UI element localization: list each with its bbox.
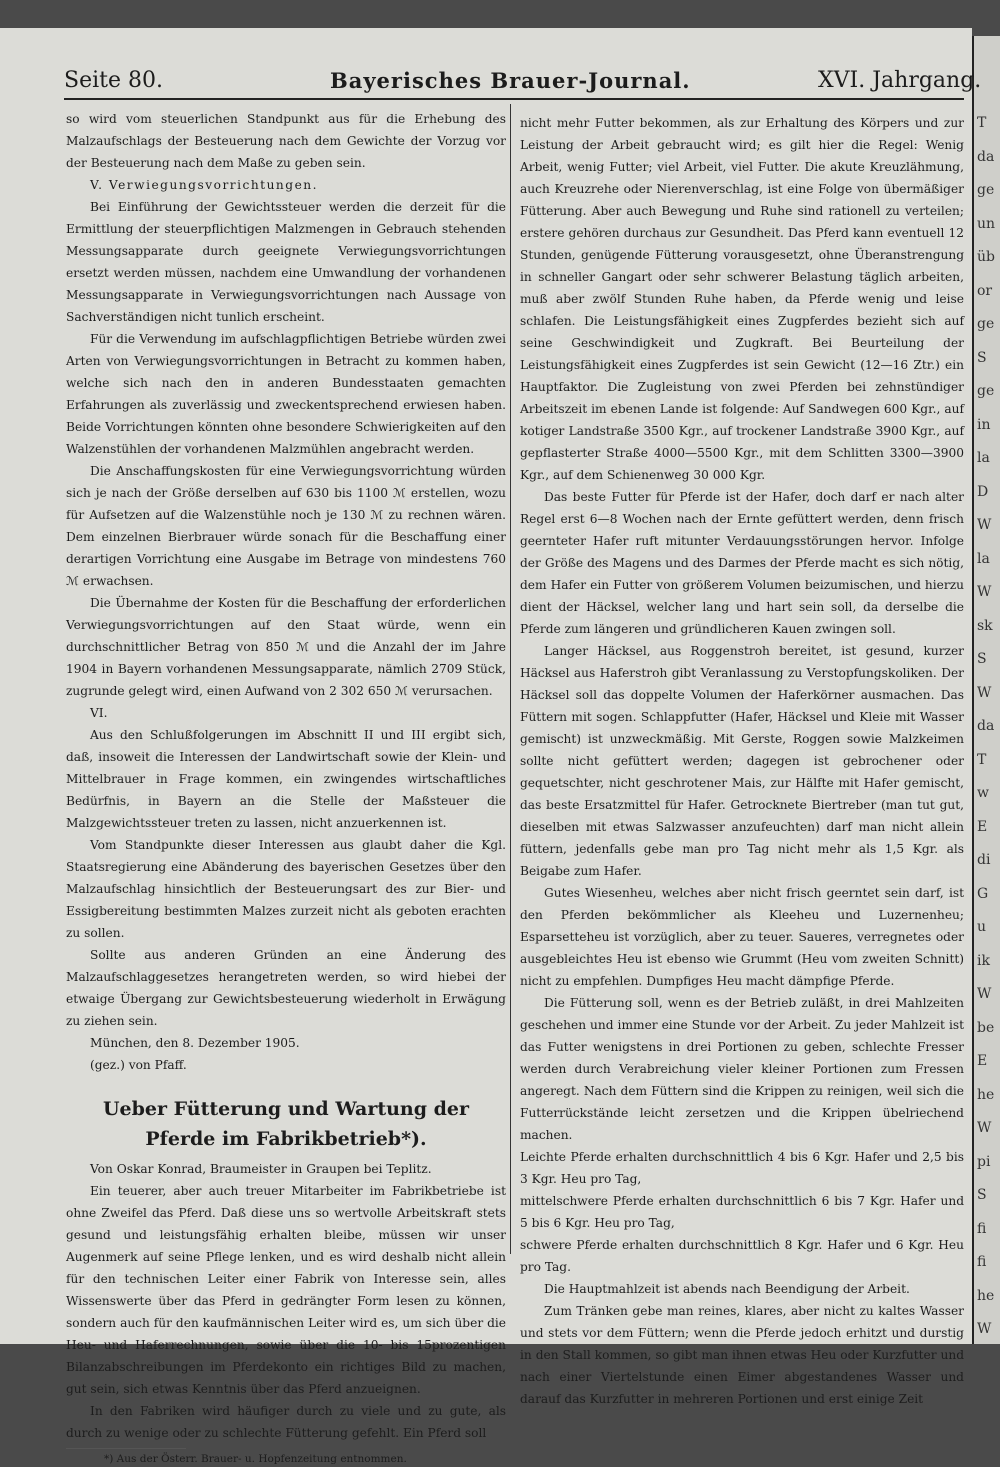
section-heading-6: VI. (90, 706, 108, 720)
edge-fragment: da (977, 718, 995, 735)
paragraph: Die Hauptmahlzeit ist abends nach Beendigung der Arbeit. (544, 1282, 910, 1296)
edge-fragment: W (977, 517, 992, 534)
signature: (gez.) von Pfaff. (90, 1058, 187, 1072)
edge-fragment: pi (977, 1153, 991, 1170)
edge-fragment: E (977, 1053, 988, 1070)
edge-fragment: D (977, 483, 989, 500)
paragraph: Für die Verwendung im aufschlagpflichtigen Betriebe würden zwei Arten von Verwiegungsvorrichtungen in Betracht zu kommen haben, welche sich nach den in anderen Bundesstaaten gemachten Erfahrungen als zuverlässig und zweckentsprechend erwiesen haben. Beide Vorrichtungen könnten ohne besondere Schwierigkeiten auf den Walzenstühlen der vorhandenen Malzmühlen angebracht werden. (66, 332, 506, 456)
edge-fragment: T (977, 115, 987, 131)
paragraph: Die Übernahme der Kosten für die Beschaffung der erforderlichen Verwiegungsvorrichtungen auf den Staat würde, wenn ein durchschnittlicher Betrag von 850 ℳ und die Anzahl der im Jahre 1904 in Bayern vorhandenen Messungsapparate, nämlich 2709 Stück, zugrunde gelegt wird, einen Aufwand von 2 302 650 ℳ verursachen. (66, 596, 506, 698)
edge-fragment: W (977, 1120, 992, 1137)
edge-fragment: W (977, 684, 992, 701)
article-title: Ueber Fütterung und Wartung der Pferde im Fabrikbetrieb*). (102, 1098, 470, 1150)
edge-fragment: fi (977, 1220, 987, 1237)
paragraph: Vom Standpunkte dieser Interessen aus glaubt daher die Kgl. Staatsregierung eine Abänderung des bayerischen Gesetzes über den Malzaufschlag hinsichtlich der Besteuerungsart des zur Bier- und Essigbereitung bestimmten Malzes zurzeit nicht als geboten erachten zu sollen. (66, 838, 506, 940)
edge-fragment: ge (977, 316, 995, 333)
paragraph: nicht mehr Futter bekommen, als zur Erhaltung des Körpers und zur Leistung der Arbeit gebraucht wird; es gilt hier die Regel: Wenig Arbeit, wenig Futter; viel Arbeit, viel Futter. Die akute Kreuzlähmung, auch Kreuzrehe oder Nierenverschlag, ist eine Folge von übermäßiger Fütterung. Aber auch Bewegung und Ruhe sind rationell zu verteilen; erstere gehören durchaus zur Gesundheit. Das Pferd kann eventuell 12 Stunden, genügende Fütterung vorausgesetzt, ohne Überanstrengung in schneller Gangart oder sehr schwerer Belastung täglich arbeiten, muß aber zwölf Stunden Ruhe haben, da Pferde wenig und leise schlafen. Die Leistungsfähigkeit eines Zugpferdes bezieht sich auf seine Geschwindigkeit und Zugkraft. Bei Beurteilung der Leistungsfähigkeit eines Zugpferdes ist sein Gewicht (12—16 Ztr.) ein Hauptfaktor. Die Zugleistung von zwei Pferden bei zehnstündiger Arbeitszeit im ebenen Lande ist folgende: Auf Sandwegen 600 Kgr., auf kotiger Landstraße 3500 Kgr., auf trockener Landstraße 3900 Kgr., auf gepflasterter Straße 4000—5500 Kgr., mit dem Schlitten 3300—3900 Kgr., auf dem Schienenweg 30 000 Kgr. (520, 116, 964, 482)
volume-label: XVI. Jahrgang. (818, 68, 982, 93)
paragraph: Bei Einführung der Gewichtssteuer werden die derzeit für die Ermittlung der steuerpflichtigen Malzmengen in Gebrauch stehenden Messungsapparate durch geeignete Verwiegungsvorrichtungen ersetzt werden müssen, nachdem eine Umwandlung der vorhandenen Messungsapparate in Verwiegungsvorrichtungen nach Aussage von Sachverständigen nicht tunlich erscheint. (66, 200, 506, 324)
edge-fragment: he (977, 1287, 995, 1304)
edge-fragment: fi (977, 1254, 987, 1271)
right-column (520, 112, 964, 1410)
edge-fragment: in (977, 416, 991, 433)
edge-fragment: he (977, 1086, 995, 1103)
adjacent-page-edge (972, 36, 1000, 1344)
edge-fragment: E (977, 818, 988, 835)
edge-fragment: W (977, 1321, 992, 1338)
paragraph: so wird vom steuerlichen Standpunkt aus für die Erhebung des Malzaufschlags der Besteuerung nach dem Gewichte der Vorzug vor der Besteuerung nach dem Maße zu geben sein. (66, 112, 506, 170)
paragraph: Die Anschaffungskosten für eine Verwiegungsvorrichtung würden sich je nach der Größe derselben auf 630 bis 1100 ℳ erstellen, wozu für Aufsetzen auf die Walzenstühle noch je 130 ℳ zu rechnen wären. Dem einzelnen Bierbrauer würde sonach für die Beschaffung einer derartigen Vorrichtung eine Ausgabe im Betrage von mindestens 760 ℳ erwachsen. (66, 464, 506, 588)
paragraph: Die Fütterung soll, wenn es der Betrieb zuläßt, in drei Mahlzeiten geschehen und immer eine Stunde vor der Arbeit. Zu jeder Mahlzeit ist das Futter wenigstens in drei Portionen zu geben, schlechte Fresser werden durch Verabreichung vieler kleiner Portionen zum Fressen angeregt. Nach dem Füttern sind die Krippen zu reinigen, weil sich die Futterrückstände leicht zersetzen und die Krippen übelriechend machen. (520, 996, 964, 1142)
edge-fragment: G (977, 885, 989, 902)
edge-fragment: u (977, 919, 987, 936)
edge-fragment: üb (977, 249, 995, 266)
paragraph: Ein teuerer, aber auch treuer Mitarbeiter im Fabrikbetriebe ist ohne Zweifel das Pferd. Daß diese uns so wertvolle Arbeitskraft stets gesund und leistungsfähig erhalten bleibe, müssen wir unser Augenmerk auf seine Pflege lenken, und es wird deshalb nicht allein für den technischen Leiter einer Fabrik von Interesse sein, alles Wissenswerte über das Pferd in gedrängter Form lesen zu können, sondern auch für den kaufmännischen Leiter wird es, um sich über die Heu- und Haferrechnungen, sowie über die 10- bis 15prozentigen Bilanzabschreibungen im Pferdekonto ein richtiges Bild zu machen, gut sein, sich etwas Kenntnis über das Pferd anzueignen. (66, 1184, 506, 1396)
edge-fragment: la (977, 450, 990, 467)
paragraph: Sollte aus anderen Gründen an eine Änderung des Malzaufschlaggesetzes herangetreten werden, so wird hiebei der etwaige Übergang zur Gewichtsbesteuerung wiederholt in Erwägung zu ziehen sein. (66, 948, 506, 1028)
page-number: Seite 80. (64, 68, 163, 93)
paragraph: Das beste Futter für Pferde ist der Hafer, doch darf er nach alter Regel erst 6—8 Wochen nach der Ernte gefüttert werden, denn frisch geernteter Hafer ruft mitunter Verdauungsstörungen hervor. Infolge der Größe des Magens und des Darmes der Pferde macht es sich nötig, dem Hafer ein Futter von größerem Volumen beizumischen, und hierzu dient der Häcksel, welcher lang und hart sein soll, da derselbe die Pferde zum längeren und gründlicheren Kauen zwingen soll. (520, 490, 964, 636)
edge-fragment: or (977, 282, 993, 299)
paragraph: Zum Tränken gebe man reines, klares, aber nicht zu kaltes Wasser und stets vor dem Füttern; wenn die Pferde jedoch erhitzt und durstig in den Stall kommen, so gibt man ihnen etwas Heu oder Kurzfutter und nach einer Viertelstunde einen Eimer abgestandenes Wasser und darauf das Kurzfutter in mehreren Portionen und erst einige Zeit (520, 1304, 964, 1406)
edge-fragment: S (977, 1187, 987, 1204)
journal-title: Bayerisches Brauer-Journal. (330, 68, 691, 93)
left-column (66, 108, 506, 1467)
section-heading-5: V. Verwiegungsvorrichtungen. (90, 178, 319, 192)
edge-fragment: ge (977, 383, 995, 400)
edge-fragment: be (977, 1019, 995, 1036)
edge-fragment: di (977, 852, 991, 869)
ration-line: mittelschwere Pferde erhalten durchschnittlich 6 bis 7 Kgr. Hafer und 5 bis 6 Kgr. Heu pro Tag, (520, 1194, 964, 1230)
edge-fragment: ge (977, 182, 995, 199)
byline: Von Oskar Konrad, Braumeister in Graupen bei Teplitz. (90, 1162, 432, 1176)
edge-fragment: la (977, 550, 990, 567)
edge-fragment: W (977, 986, 992, 1003)
paragraph: Gutes Wiesenheu, welches aber nicht frisch geerntet sein darf, ist den Pferden bekömmlicher als Kleeheu und Luzernenheu; Esparsetteheu ist vorzüglich, aber zu teuer. Saueres, verregnetes oder ausgebleichtes Heu ist ebenso wie Grummt (Heu vom zweiten Schnitt) nicht zu empfehlen. Dumpfiges Heu macht dämpfige Pferde. (520, 886, 964, 988)
paragraph: Langer Häcksel, aus Roggenstroh bereitet, ist gesund, kurzer Häcksel aus Haferstroh gibt Veranlassung zu Verstopfungskoliken. Der Häcksel soll das doppelte Volumen der Haferkörner ausmachen. Das Füttern mit sogen. Schlappfutter (Hafer, Häcksel und Kleie mit Wasser gemischt) ist unzweckmäßig. Mit Gerste, Roggen sowie Malzkeimen sollte nicht gefüttert werden; dagegen ist gebrochener oder gequetschter, nicht geschrotener Mais, zur Hälfte mit Hafer gemischt, das beste Ersatzmittel für Hafer. Getrocknete Biertreber (man tut gut, dieselben mit etwas Salzwasser anzufeuchten) darf man nicht allein füttern, jedenfalls gebe man pro Tag nicht mehr als 1,5 Kgr. als Beigabe zum Hafer. (520, 644, 964, 878)
edge-fragment: T (977, 751, 987, 768)
edge-fragment: ik (977, 952, 990, 969)
paragraph: Aus den Schlußfolgerungen im Abschnitt II und III ergibt sich, daß, insoweit die Interessen der Landwirtschaft sowie der Klein- und Mittelbrauer in Frage kommen, ein zwingendes wirtschaftliches Bedürfnis, in Bayern an die Stelle der Maßsteuer die Malzgewichtssteuer treten zu lassen, nicht anzuerkennen ist. (66, 728, 506, 830)
edge-fragment: W (977, 584, 992, 601)
edge-fragment: S (977, 349, 987, 366)
ration-line: Leichte Pferde erhalten durchschnittlich 4 bis 6 Kgr. Hafer und 2,5 bis 3 Kgr. Heu pro Tag, (520, 1150, 964, 1186)
ration-line: schwere Pferde erhalten durchschnittlich 8 Kgr. Hafer und 6 Kgr. Heu pro Tag. (520, 1238, 964, 1274)
edge-fragment: sk (977, 617, 993, 634)
paragraph: In den Fabriken wird häufiger durch zu viele und zu gute, als durch zu wenige oder zu schlechte Fütterung gefehlt. Ein Pferd soll (66, 1404, 506, 1440)
dateline: München, den 8. Dezember 1905. (90, 1036, 300, 1050)
header-rule (64, 98, 964, 100)
edge-fragment: S (977, 651, 987, 668)
footnote-rule (66, 1448, 186, 1449)
edge-fragment: w (977, 785, 989, 802)
edge-fragment: da (977, 148, 995, 165)
edge-fragment: un (977, 215, 996, 232)
column-divider (510, 104, 511, 1254)
footnote: *) Aus der Österr. Brauer- u. Hopfenzeitung entnommen. (104, 1453, 407, 1465)
